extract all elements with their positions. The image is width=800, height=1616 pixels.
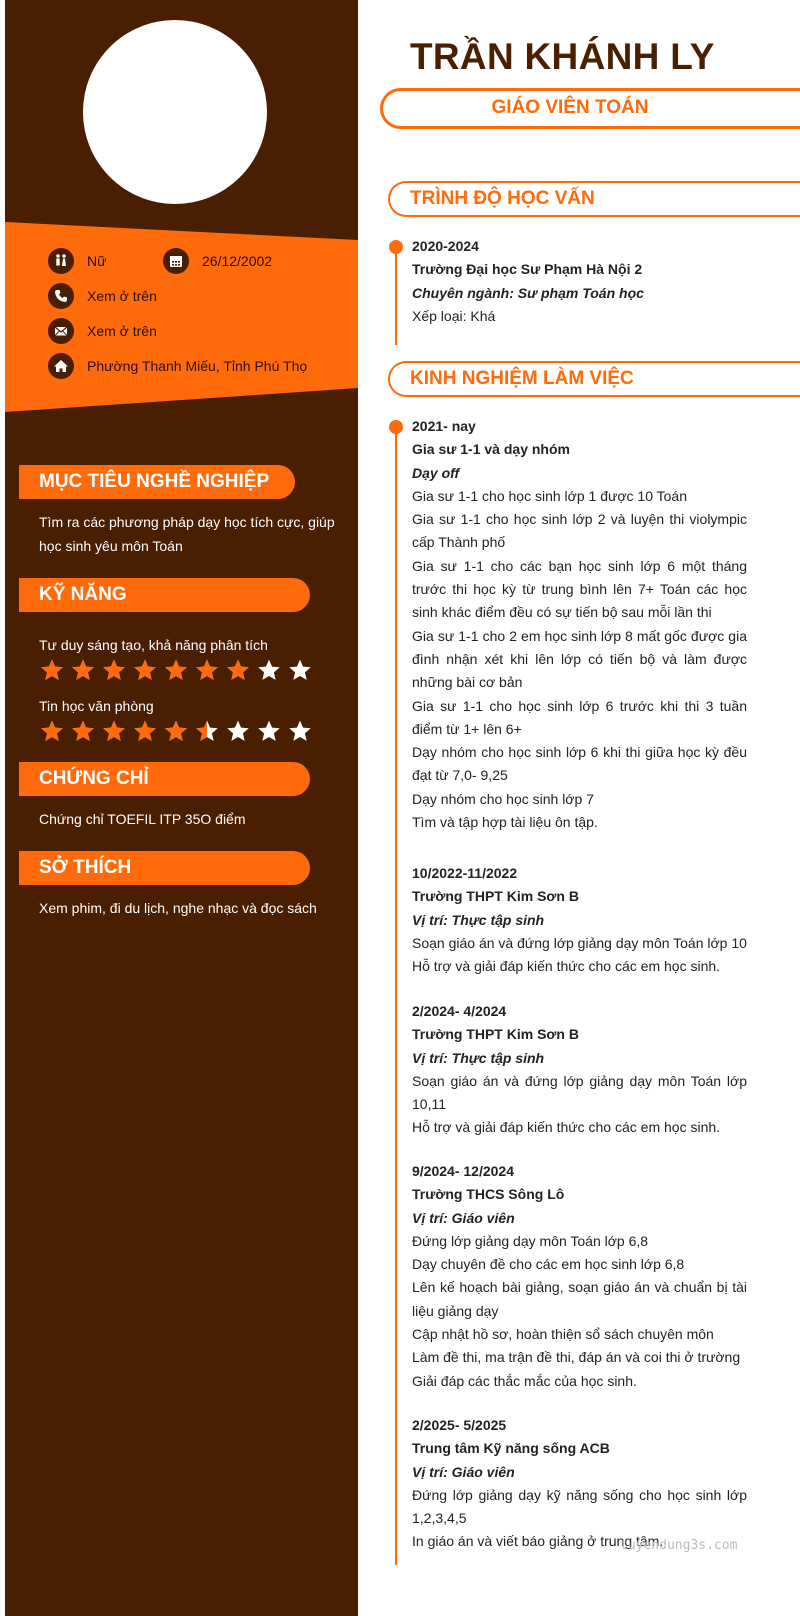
experience-role: Vị trí: Thực tập sinh [412, 1049, 545, 1066]
star-icon [39, 719, 65, 743]
experience-role: Vị trí: Thực tập sinh [412, 911, 545, 928]
experience-line: Gia sư 1-1 cho học sinh lớp 2 và luyện thi violympic cấp Thành phố [412, 511, 747, 551]
job-title: GIÁO VIÊN TOÁN [491, 97, 649, 118]
calendar-icon [163, 248, 189, 274]
experience-timeline [395, 425, 397, 1565]
experience-line: Giải đáp các thắc mắc của học sinh. [412, 1372, 637, 1389]
footer-watermark: tuyendung3s.com [620, 1538, 738, 1553]
experience-line: Hỗ trợ và giải đáp kiến thức cho các em học sinh. [412, 1119, 721, 1136]
timeline-dot [389, 420, 403, 434]
experience-line: Gia sư 1-1 cho học sinh lớp 1 được 10 Toán [412, 487, 687, 504]
experience-line: Hỗ trợ và giải đáp kiến thức cho các em học sinh. [412, 958, 721, 975]
education-heading: TRÌNH ĐỘ HỌC VẤN [410, 188, 595, 209]
education-school: Trường Đại học Sư Phạm Hà Nội 2 [412, 261, 643, 278]
experience-line: Lên kế hoạch bài giảng, soạn giáo án và chuẩn bị tài liệu giảng dạy [412, 1279, 747, 1319]
avatar [83, 20, 267, 204]
experience-period: 2/2024- 4/2024 [412, 1003, 507, 1019]
experience-line: Tìm và tập hợp tài liệu ôn tập. [412, 814, 598, 831]
star-icon [287, 658, 313, 682]
education-period: 2020-2024 [412, 238, 479, 254]
experience-role: Dạy off [412, 464, 460, 481]
certificates-heading: CHỨNG CHỈ [19, 762, 310, 796]
experience-line: Gia sư 1-1 cho 2 em học sinh lớp 8 mất gốc được gia đình nhận xét khi lên lớp có tiến bộ và làm được những bài cơ bản [412, 627, 747, 691]
education-grade: Xếp loại: Khá [412, 307, 496, 324]
experience-period: 2021- nay [412, 418, 476, 434]
experience-entry [412, 862, 747, 978]
timeline-dot [389, 240, 403, 254]
education-major: Chuyên ngành: Sư phạm Toán học [412, 284, 644, 301]
contact-birthday: 26/12/2002 [202, 253, 273, 269]
experience-org: Gia sư 1-1 và dạy nhóm [412, 441, 570, 458]
star-icon [225, 658, 251, 682]
experience-line: Dạy chuyên đề cho các em học sinh lớp 6,8 [412, 1256, 685, 1273]
experience-heading: KINH NGHIỆM LÀM VIỆC [410, 368, 634, 389]
star-icon [225, 719, 251, 743]
experience-entry [412, 1000, 747, 1140]
contact-gender: Nữ [87, 253, 107, 269]
experience-period: 10/2022-11/2022 [412, 865, 518, 881]
star-icon [194, 658, 220, 682]
star-icon [101, 719, 127, 743]
experience-line: Dạy nhóm cho học sinh lớp 7 [412, 790, 594, 807]
experience-line: Làm đề thi, ma trận đề thi, đáp án và coi thi ở trường [412, 1349, 741, 1366]
sidebar [5, 0, 358, 1616]
experience-org: Trung tâm Kỹ năng sống ACB [412, 1440, 610, 1457]
star-icon [287, 719, 313, 743]
star-icon [39, 658, 65, 682]
education-timeline [395, 245, 397, 345]
home-icon [48, 353, 74, 379]
experience-entry [412, 415, 747, 834]
skill-rating [39, 719, 313, 743]
gender-icon [48, 248, 74, 274]
experience-org: Trường THPT Kim Sơn B [412, 888, 579, 905]
experience-entry [412, 1414, 747, 1554]
experience-period: 9/2024- 12/2024 [412, 1163, 514, 1179]
experience-role: Vị trí: Giáo viên [412, 1209, 515, 1226]
experience-org: Trường THPT Kim Sơn B [412, 1026, 579, 1043]
phone-icon [48, 283, 74, 309]
contact-address: Phường Thanh Miếu, Tỉnh Phú Thọ [87, 358, 308, 374]
experience-line: Soạn giáo án và đứng lớp giảng dạy môn Toán lớp 10,11 [412, 1072, 747, 1113]
contact-email: Xem ở trên [87, 323, 157, 339]
skill-rating [39, 658, 313, 682]
star-icon [194, 719, 220, 743]
objective-heading: MỤC TIÊU NGHỀ NGHIỆP [19, 465, 295, 499]
star-icon [70, 658, 96, 682]
skill-name: Tư duy sáng tạo, khả năng phân tích [39, 637, 268, 653]
full-name: TRẦN KHÁNH LY [410, 36, 715, 77]
experience-line: In giáo án và viết báo giảng ở trung tâm. [412, 1533, 664, 1550]
certificates-text: Chứng chỉ TOEFIL ITP 35O điểm [39, 811, 246, 827]
experience-period: 2/2025- 5/2025 [412, 1417, 507, 1433]
contact-phone: Xem ở trên [87, 288, 157, 304]
experience-line: Đứng lớp giảng dạy môn Toán lớp 6,8 [412, 1232, 649, 1249]
experience-role: Vị trí: Giáo viên [412, 1463, 515, 1480]
objective-text: Tìm ra các phương pháp dạy học tích cực, giúp học sinh yêu môn Toán [39, 514, 335, 554]
experience-line: Cập nhật hồ sơ, hoàn thiện sổ sách chuyên môn [412, 1326, 714, 1343]
mail-icon [48, 318, 74, 344]
experience-line: Soạn giáo án và đứng lớp giảng dạy môn Toán lớp 10 [412, 934, 747, 951]
experience-line: Gia sư 1-1 cho học sinh lớp 6 trước khi thi 3 tuần điểm từ 1+ lên 6+ [412, 697, 747, 737]
star-icon [132, 658, 158, 682]
star-icon [256, 658, 282, 682]
star-icon [163, 658, 189, 682]
experience-org: Trường THCS Sông Lô [412, 1186, 565, 1203]
education-entry [412, 235, 747, 328]
star-icon [132, 719, 158, 743]
experience-line: Gia sư 1-1 cho các bạn học sinh lớp 6 một tháng trước thi học kỳ từ trung bình lên 7+ Toán các học sinh khác điểm đều có sự tiến bộ sau mỗi lần thi [412, 557, 747, 621]
skill-name: Tin học văn phòng [39, 698, 154, 714]
experience-entry [412, 1160, 747, 1393]
skills-heading: KỸ NĂNG [19, 578, 310, 612]
star-icon [256, 719, 282, 743]
hobbies-text: Xem phim, đi du lịch, nghe nhạc và đọc sách [39, 900, 317, 916]
hobbies-heading: SỞ THÍCH [19, 851, 310, 885]
star-icon [163, 719, 189, 743]
star-icon [101, 658, 127, 682]
experience-line: Dạy nhóm cho học sinh lớp 6 khi thi giữa học kỳ đều đạt từ 7,0- 9,25 [412, 744, 747, 784]
star-icon [70, 719, 96, 743]
experience-line: Đứng lớp giảng dạy kỹ năng sống cho học sinh lớp 1,2,3,4,5 [412, 1486, 747, 1527]
